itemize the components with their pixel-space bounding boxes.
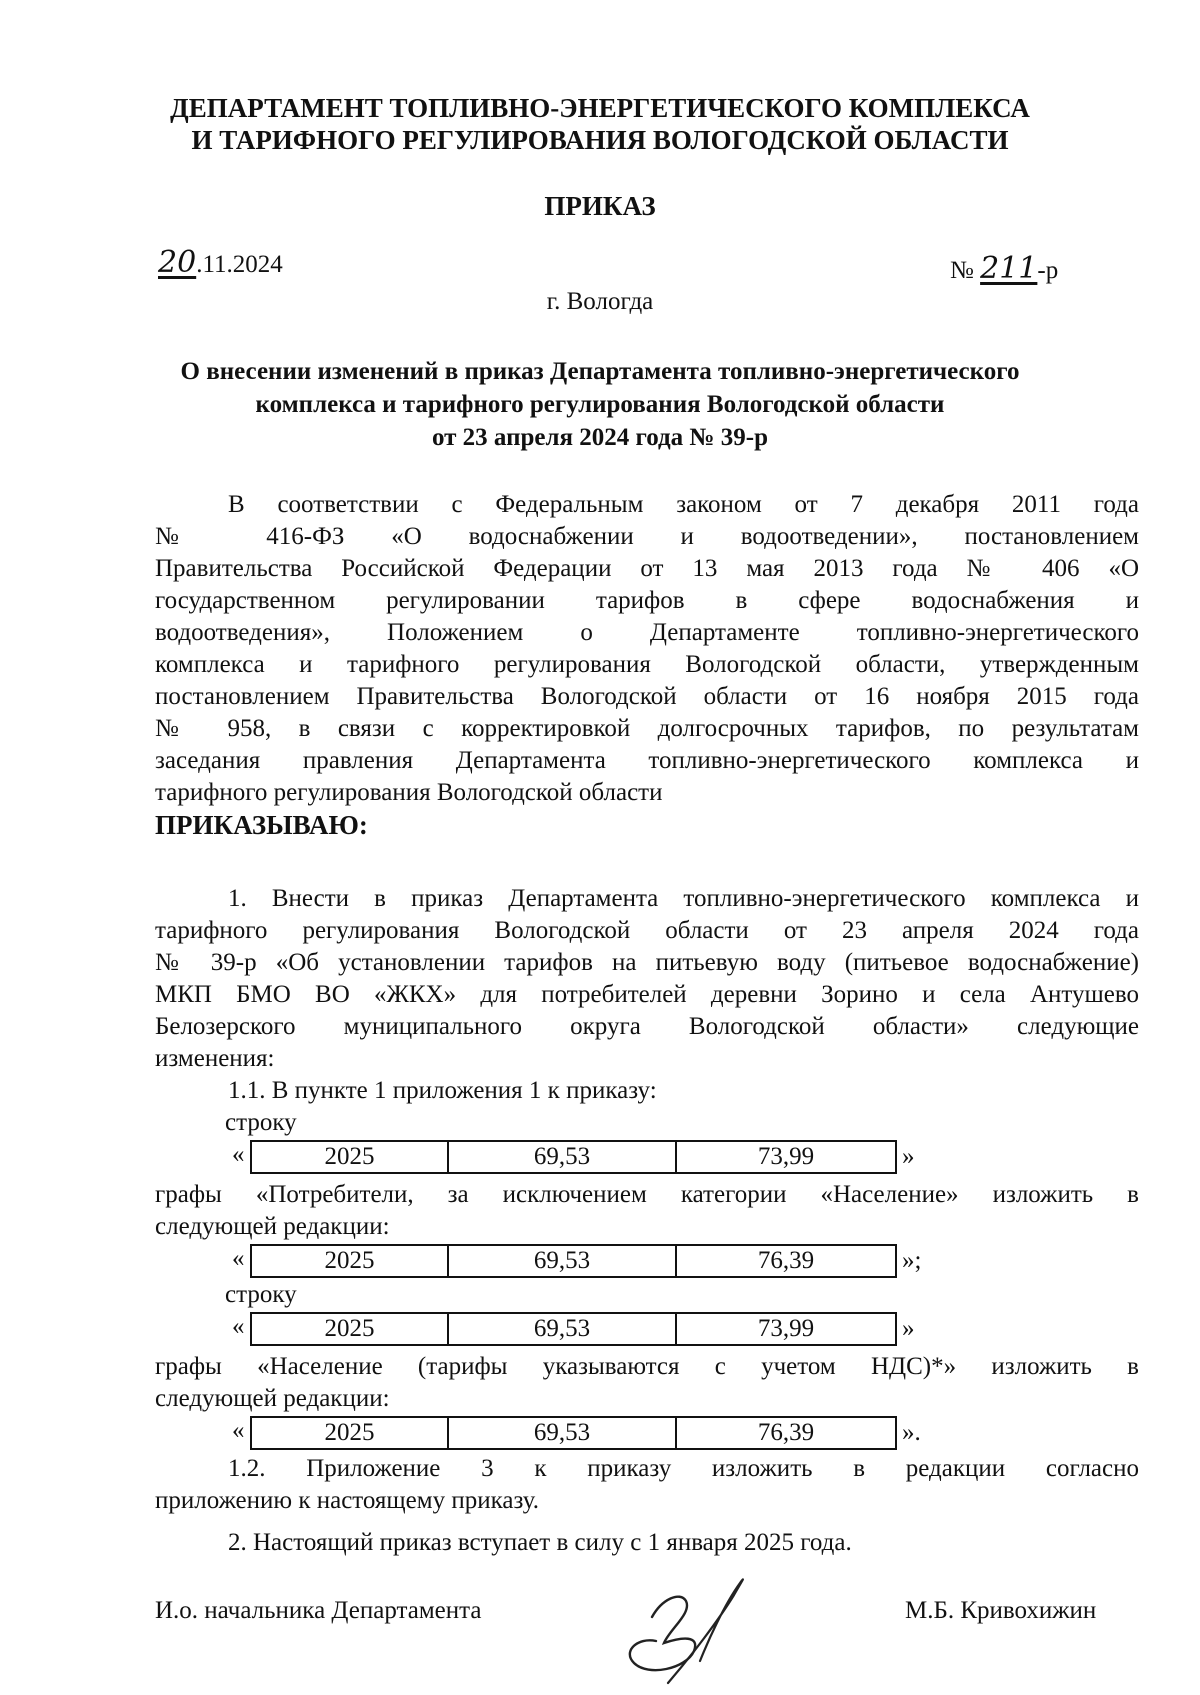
close-quote: » [902, 1315, 915, 1342]
tariff-first-half-cell: 69,53 [447, 1314, 675, 1344]
tariff-second-half-cell: 73,99 [675, 1314, 895, 1344]
close-quote: ». [902, 1419, 921, 1446]
close-quote: » [902, 1143, 915, 1170]
grafy-population-line: графы «Население (тарифы указываются с учетом НДС)*» изложить в [155, 1353, 1139, 1380]
year-cell: 2025 [324, 1315, 375, 1342]
tariff-cells [250, 1312, 897, 1346]
preamble-line: тарифного регулирования Вологодской области [155, 779, 663, 806]
order-date [158, 245, 283, 280]
stroku-label: строку [225, 1281, 297, 1308]
signatory-position: И.о. начальника Департамента [155, 1597, 482, 1624]
tariff-second-half-cell: 76,39 [675, 1246, 895, 1276]
handwritten-signature [610, 1565, 790, 1690]
stroku-label: строку [225, 1109, 297, 1136]
preamble-line: заседания правления Департамента топливно-энергетического комплекса и [155, 747, 1139, 774]
signatory-name: М.Б. Кривохижин [905, 1597, 1097, 1624]
tariff-cells [250, 1244, 897, 1278]
preamble-line: № 958, в связи с корректировкой долгосрочных тарифов, по результатам [155, 715, 1139, 742]
tariff-first-half-cell: 69,53 [447, 1418, 675, 1448]
open-quote: « [232, 1313, 245, 1340]
order-title-line2: комплекса и тарифного регулирования Вологодской области [255, 391, 945, 418]
preamble-line: постановлением Правительства Вологодской области от 16 ноября 2015 года [155, 683, 1139, 710]
item1-line: 1. Внести в приказ Департамента топливно-энергетического комплекса и [228, 885, 1139, 912]
document-type: ПРИКАЗ [544, 191, 656, 221]
order-number [950, 251, 1059, 286]
item1-2-line: 1.2. Приложение 3 к приказу изложить в редакции согласно [228, 1455, 1139, 1482]
tariff-cells [250, 1416, 897, 1450]
year-cell: 2025 [324, 1419, 375, 1446]
preamble-line: комплекса и тарифного регулирования Вологодской области, утвержденным [155, 651, 1139, 678]
tariff-second-half-cell: 73,99 [675, 1142, 895, 1172]
department-name-line2: И ТАРИФНОГО РЕГУЛИРОВАНИЯ ВОЛОГОДСКОЙ ОБЛАСТИ [191, 125, 1009, 155]
next-edition-label: следующей редакции: [155, 1385, 390, 1412]
tariff-second-half-cell: 76,39 [675, 1418, 895, 1448]
number-suffix: -р [1037, 257, 1059, 284]
year-cell: 2025 [324, 1247, 375, 1274]
item1-1: 1.1. В пункте 1 приложения 1 к приказу: [228, 1077, 657, 1104]
close-quote: »; [902, 1247, 922, 1274]
preamble-line: государственном регулировании тарифов в сфере водоснабжения и [155, 587, 1139, 614]
date-rest: .11.2024 [196, 251, 283, 278]
handwritten-day: 20 [158, 245, 197, 280]
number-prefix: № [950, 257, 974, 284]
open-quote: « [232, 1141, 245, 1168]
item1-line: изменения: [155, 1045, 275, 1072]
order-title-line1: О внесении изменений в приказ Департамента топливно-энергетического [180, 358, 1020, 385]
item1-line: тарифного регулирования Вологодской области от 23 апреля 2024 года [155, 917, 1139, 944]
tariff-cells [250, 1140, 897, 1174]
item1-line: № 39-р «Об установлении тарифов на питьевую воду (питьевое водоснабжение) [155, 949, 1139, 976]
order-title-line3: от 23 апреля 2024 года № 39-р [431, 424, 769, 451]
tariff-first-half-cell: 69,53 [447, 1246, 675, 1276]
open-quote: « [232, 1245, 245, 1272]
year-cell: 2025 [324, 1143, 375, 1170]
tariff-first-half-cell: 69,53 [447, 1142, 675, 1172]
order-word: ПРИКАЗЫВАЮ: [155, 810, 368, 840]
department-name-line1: ДЕПАРТАМЕНТ ТОПЛИВНО-ЭНЕРГЕТИЧЕСКОГО КОМПЛЕКСА [170, 93, 1030, 123]
item1-line: Белозерского муниципального округа Вологодской области» следующие [155, 1013, 1139, 1040]
grafy-consumers-line: графы «Потребители, за исключением категории «Население» изложить в [155, 1181, 1139, 1208]
preamble-line: водоотведения», Положением о Департаменте топливно-энергетического [155, 619, 1139, 646]
handwritten-number: 211 [980, 251, 1038, 286]
preamble-line: № 416-ФЗ «О водоснабжении и водоотведении», постановлением [155, 523, 1139, 550]
preamble-line: В соответствии с Федеральным законом от 7 декабря 2011 года [228, 491, 1139, 518]
preamble-line: Правительства Российской Федерации от 13 мая 2013 года № 406 «О [155, 555, 1139, 582]
item1-line: МКП БМО ВО «ЖКХ» для потребителей деревни Зорино и села Антушево [155, 981, 1139, 1008]
next-edition-label: следующей редакции: [155, 1213, 390, 1240]
item2: 2. Настоящий приказ вступает в силу с 1 января 2025 года. [228, 1529, 852, 1556]
item1-2-line: приложению к настоящему приказу. [155, 1487, 540, 1514]
city: г. Вологда [546, 288, 654, 315]
open-quote: « [232, 1417, 245, 1444]
